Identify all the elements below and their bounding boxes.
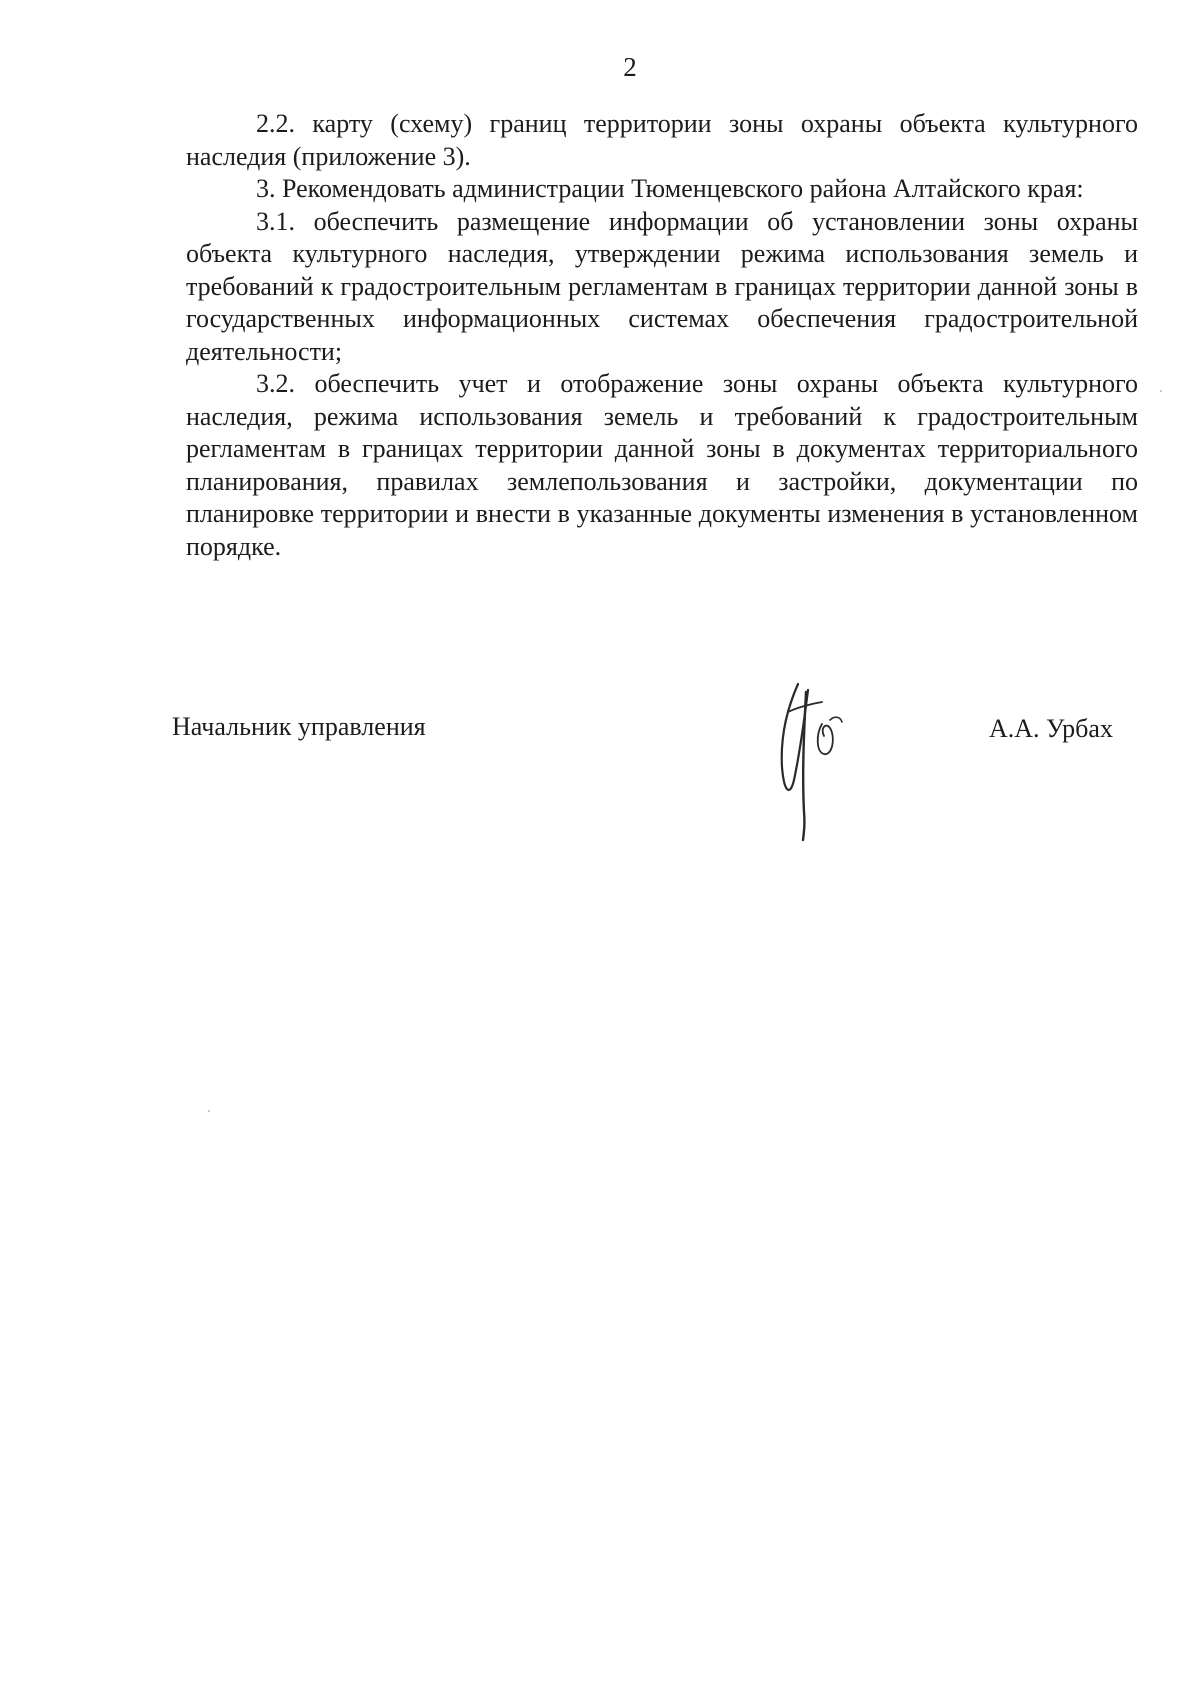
handwritten-signature: [760, 672, 870, 842]
page-number: 2: [623, 52, 637, 82]
signatory-name: А.А. Урбах: [989, 714, 1113, 743]
scan-speck: [1160, 390, 1162, 392]
scan-speck: [208, 1110, 210, 1112]
paragraph-2-2: 2.2. карту (схему) границ территории зоны охраны объекта культурного наследия (приложение 3).: [186, 109, 1138, 171]
paragraph-3-1: 3.1. обеспечить размещение информации об установлении зоны охраны объекта культурного наследия, утверждении режима использования земель и требований к градостроительным регламентам в границах территории данной зоны в государственных информационных системах обеспечения градостроительной деятельности;: [186, 206, 1138, 366]
paragraph-3: 3. Рекомендовать администрации Тюменцевского района Алтайского края:: [256, 174, 1084, 203]
paragraph-3-2: 3.2. обеспечить учет и отображение зоны охраны объекта культурного наследия, режима использования земель и требований к градостроительным регламентам в границах территории данной зоны в документах территориального планирования, правилах землепользования и застройки, документации по планировке территории и внести в указанные документы изменения в установленном порядке.: [186, 369, 1138, 561]
signatory-position: Начальник управления: [172, 712, 426, 741]
